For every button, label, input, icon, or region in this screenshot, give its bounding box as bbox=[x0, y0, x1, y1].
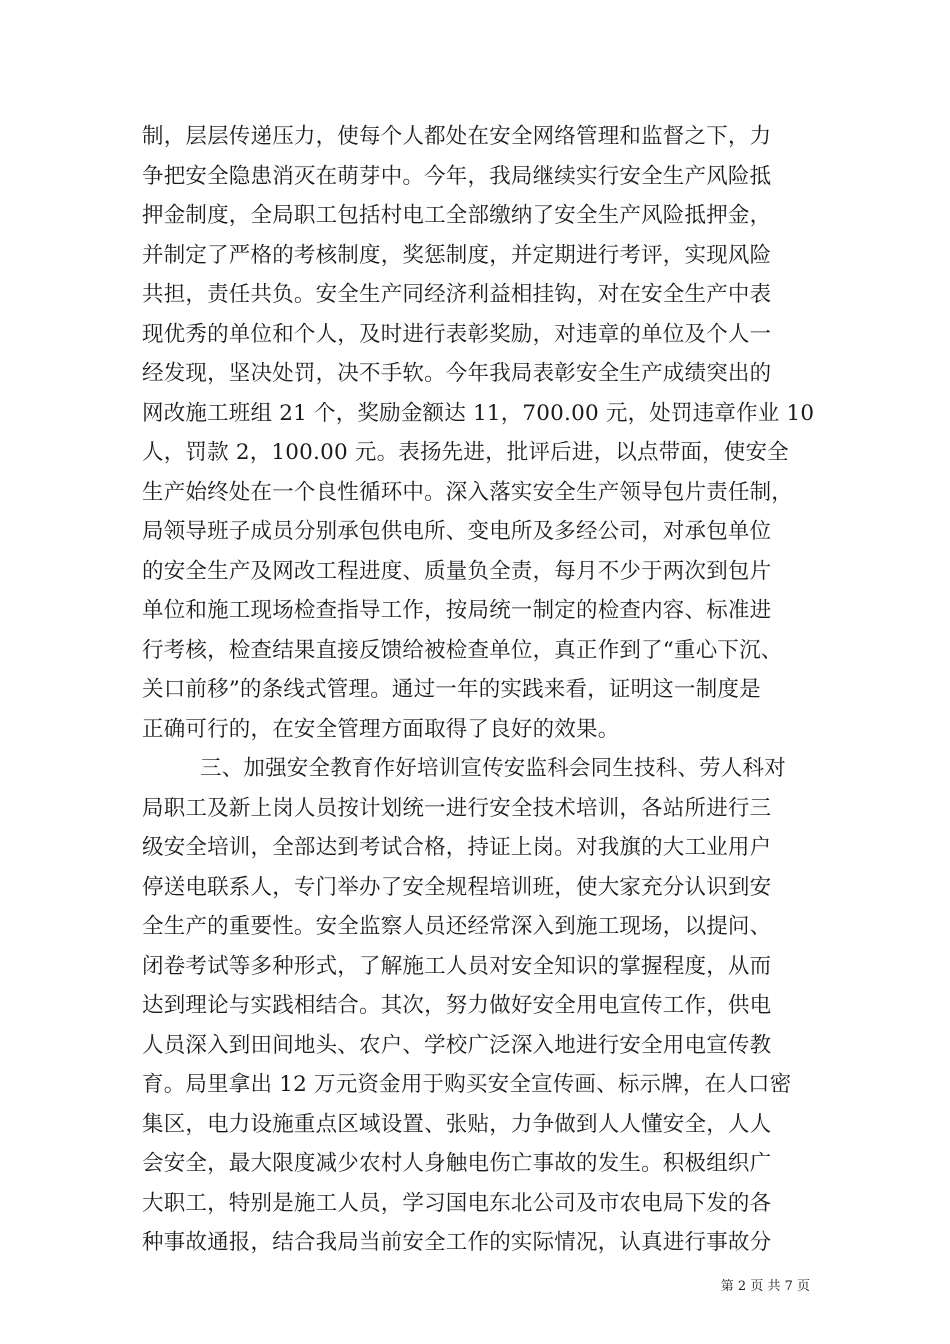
section-heading-line: 三、加强安全教育作好培训宣传安监科会同生技科、劳人科对 bbox=[200, 756, 786, 781]
text-line: 正确可行的，在安全管理方面取得了良好的效果。 bbox=[142, 717, 620, 742]
text-line: 大职工，特别是施工人员，学习国电东北公司及市农电局下发的各 bbox=[142, 1191, 772, 1216]
text-line: 的安全生产及网改工程进度、质量负全责，每月不少于两次到包片 bbox=[142, 559, 772, 584]
text-line: 制，层层传递压力，使每个人都处在安全网络管理和监督之下，力 bbox=[142, 124, 772, 149]
text-line: 人，罚款 2，100.00 元。表扬先进，批评后进，以点带面，使安全 bbox=[142, 440, 789, 465]
text-line: 集区，电力设施重点区域设置、张贴，力争做到人人懂安全，人人 bbox=[142, 1112, 772, 1137]
text-line: 级安全培训，全部达到考试合格，持证上岗。对我旗的大工业用户 bbox=[142, 835, 772, 860]
text-line: 争把安全隐患消灭在萌芽中。今年，我局继续实行安全生产风险抵 bbox=[142, 164, 772, 189]
text-line: 关口前移”的条线式管理。通过一年的实践来看，证明这一制度是 bbox=[142, 677, 761, 702]
text-line: 网改施工班组 21 个，奖励金额达 11，700.00 元，处罚违章作业 10 bbox=[142, 401, 815, 426]
text-line: 单位和施工现场检查指导工作，按局统一制定的检查内容、标准进 bbox=[142, 598, 772, 623]
text-line: 育。局里拿出 12 万元资金用于购买安全宣传画、标示牌，在人口密 bbox=[142, 1072, 792, 1097]
text-line: 局领导班子成员分别承包供电所、变电所及多经公司，对承包单位 bbox=[142, 519, 772, 544]
text-line: 闭卷考试等多种形式，了解施工人员对安全知识的掌握程度，从而 bbox=[142, 954, 772, 979]
text-line: 停送电联系人，专门举办了安全规程培训班，使大家充分认识到安 bbox=[142, 875, 772, 900]
text-line: 种事故通报，结合我局当前安全工作的实际情况，认真进行事故分 bbox=[142, 1230, 772, 1255]
text-line: 局职工及新上岗人员按计划统一进行安全技术培训，各站所进行三 bbox=[142, 796, 772, 821]
page-number-footer bbox=[0, 1278, 810, 1296]
text-line: 会安全，最大限度减少农村人身触电伤亡事故的发生。积极组织广 bbox=[142, 1151, 772, 1176]
text-line: 共担，责任共负。安全生产同经济利益相挂钩，对在安全生产中表 bbox=[142, 282, 772, 307]
page-number-label: 第 2 页 共 7 页 bbox=[720, 1279, 810, 1294]
text-line: 行考核，检查结果直接反馈给被检查单位，真正作到了“重心下沉、 bbox=[142, 638, 783, 663]
text-line: 生产始终处在一个良性循环中。深入落实安全生产领导包片责任制， bbox=[142, 480, 794, 505]
text-line: 经发现，坚决处罚，决不手软。今年我局表彰安全生产成绩突出的 bbox=[142, 361, 772, 386]
text-line: 达到理论与实践相结合。其次，努力做好安全用电宣传工作，供电 bbox=[142, 993, 772, 1018]
text-line: 人员深入到田间地头、农户、学校广泛深入地进行安全用电宣传教 bbox=[142, 1033, 772, 1058]
text-line: 押金制度，全局职工包括村电工全部缴纳了安全生产风险抵押金， bbox=[142, 203, 772, 228]
text-line: 现优秀的单位和个人，及时进行表彰奖励，对违章的单位及个人一 bbox=[142, 322, 772, 347]
text-line: 全生产的重要性。安全监察人员还经常深入到施工现场，以提问、 bbox=[142, 914, 772, 939]
text-line: 并制定了严格的考核制度，奖惩制度，并定期进行考评，实现风险 bbox=[142, 243, 772, 268]
